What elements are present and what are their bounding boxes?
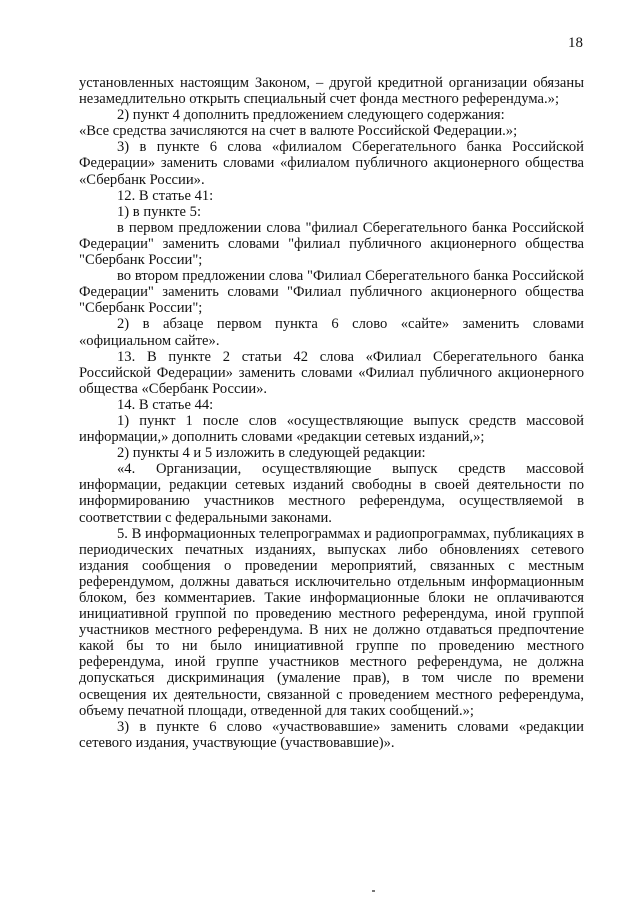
paragraph: 3) в пункте 6 слово «участвовавшие» заменить словами «редакции сетевого издания, участвующие (участвовавшие)». bbox=[79, 718, 584, 751]
paragraph: 14. В статье 44: bbox=[117, 396, 214, 413]
paragraph: 13. В пункте 2 статьи 42 слова «Филиал Сберегательного банка Российской Федерации» заменить словами «Филиал публичного акционерного общества «Сбербанк России». bbox=[79, 348, 584, 397]
paragraph: 1) в пункте 5: bbox=[117, 203, 202, 220]
paragraph: в первом предложении слова "филиал Сберегательного банка Российской Федерации" заменить словами "филиал публичного акционерного общества "Сбербанк России"; bbox=[79, 219, 584, 269]
paragraph: 3) в пункте 6 слова «филиалом Сберегательного банка Российской Федерации» заменить словами «филиалом публичного акционерного общества «Сбербанк России». bbox=[79, 139, 584, 188]
paragraph: установленных настоящим Законом, – другой кредитной организации обязаны незамедлительно открыть специальный счет фонда местного референдума.»; bbox=[79, 75, 584, 108]
paragraph: «Все средства зачисляются на счет в валюте Российской Федерации.»; bbox=[79, 123, 518, 140]
paragraph: 2) пункты 4 и 5 изложить в следующей редакции: bbox=[117, 445, 426, 462]
paragraph: 1) пункт 1 после слов «осуществляющие выпуск средств массовой информации,» дополнить словами «редакции сетевых изданий,»; bbox=[79, 412, 584, 446]
paragraph: «4. Организации, осуществляющие выпуск средств массовой информации, редакции сетевых изданий свободны в своей деятельности по информированию участников местного референдума, осуществляемой в соответствии с федеральными законами. bbox=[79, 461, 584, 526]
document-body bbox=[79, 75, 584, 751]
scan-artifact bbox=[372, 890, 375, 892]
paragraph: 5. В информационных телепрограммах и радиопрограммах, публикациях в периодических печатных изданиях, выпусках либо обновлениях сетевого издания сообщения о проведении мероприятий, связанных с местным референдумом, должны даваться исключительно отдельным информационным блоком, без комментариев. Такие информационные блоки не оплачиваются инициативной группой по проведению местного референдума, иной группой участников местного референдума. В них не должно отдаваться предпочтение какой бы то ни было инициативной группе по проведению местного референдума, иной группе участников местного референдума, не должна допускаться дискриминация (умаление прав), в том числе по времени освещения их деятельности, связанной с проведением местного референдума, объему печатной площади, отведенной для таких сообщений.»; bbox=[79, 525, 584, 719]
paragraph: 12. В статье 41: bbox=[117, 187, 214, 204]
paragraph: 2) пункт 4 дополнить предложением следующего содержания: bbox=[117, 107, 505, 124]
paragraph: во втором предложении слова "Филиал Сберегательного банка Российской Федерации" заменить словами "Филиал публичного акционерного общества "Сбербанк России"; bbox=[79, 268, 584, 317]
paragraph: 2) в абзаце первом пункта 6 слово «сайте» заменить словами «официальном сайте». bbox=[79, 316, 584, 349]
page-number: 18 bbox=[568, 35, 583, 51]
